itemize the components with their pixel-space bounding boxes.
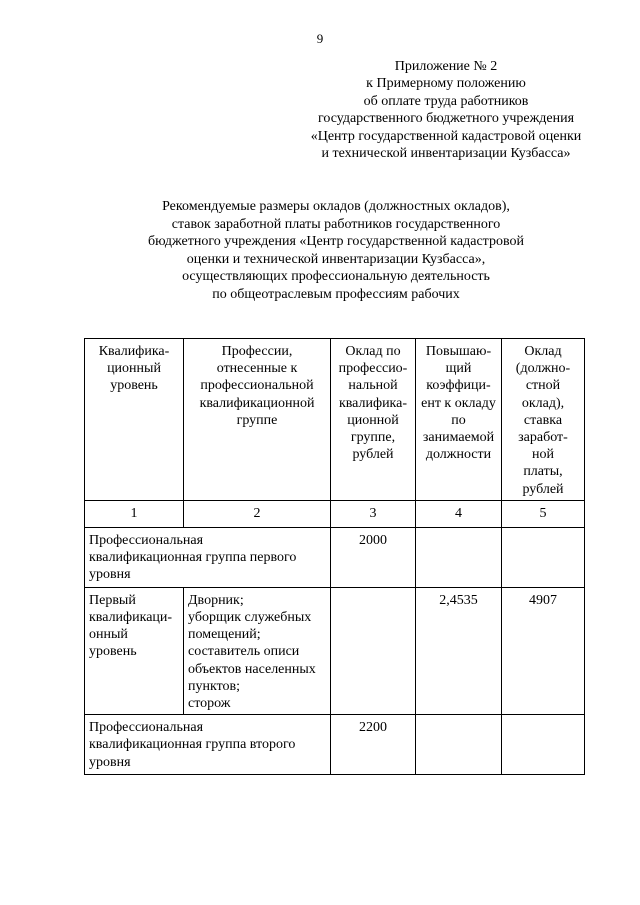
group-1-salary: 2000: [331, 527, 416, 587]
heading-line: бюджетного учреждения «Центр государственной кадастровой: [148, 234, 524, 250]
column-number: 1: [85, 500, 184, 527]
empty-cell: [416, 527, 502, 587]
header-qualification-level: Квалифика- ционный уровень: [85, 339, 184, 501]
table-row-group-1: [85, 527, 585, 587]
table-header-row: [85, 339, 585, 501]
header-coefficient: Повышаю- щий коэффици- ент к окладу по занимаемой должности: [416, 339, 502, 501]
document-heading: [86, 198, 586, 304]
header-professions: Профессии, отнесенные к профессиональной квалификационной группе: [184, 339, 331, 501]
level-1-coefficient: 2,4535: [416, 587, 502, 714]
header-group-salary: Оклад по профессио- нальной квалифика- ционной группе, рублей: [331, 339, 416, 501]
heading-line: оценки и технической инвентаризации Кузбасса»,: [186, 251, 486, 267]
level-1-professions: Дворник; уборщик служебных помещений; составитель описи объектов населенных пунктов; сторож: [184, 587, 331, 714]
column-number-row: [85, 500, 585, 527]
appendix-line: государственного бюджетного учреждения: [317, 111, 575, 127]
appendix-reference: [296, 58, 596, 162]
appendix-line: «Центр государственной кадастровой оценки: [310, 128, 582, 144]
group-1-label: Профессиональная квалификационная группа первого уровня: [85, 527, 331, 587]
table-row-level-1: [85, 587, 585, 714]
appendix-line: и технической инвентаризации Кузбасса»: [321, 146, 571, 162]
heading-line: ставок заработной платы работников государственного: [171, 216, 501, 232]
empty-cell: [502, 527, 585, 587]
salary-table: [84, 338, 585, 775]
heading-line: по общеотраслевым профессиям рабочих: [212, 286, 460, 302]
column-number: 4: [416, 500, 502, 527]
appendix-line: Приложение № 2: [394, 59, 498, 74]
appendix-line: об оплате труда работников: [363, 93, 529, 109]
empty-cell: [416, 715, 502, 775]
level-1-pay: 4907: [502, 587, 585, 714]
heading-line: осуществляющих профессиональную деятельность: [182, 269, 490, 285]
page-number: 9: [316, 31, 324, 46]
column-number: 2: [184, 500, 331, 527]
header-pay-rate: Оклад (должно- стной оклад), ставка заработ- ной платы, рублей: [502, 339, 585, 501]
heading-line: Рекомендуемые размеры окладов (должностных окладов),: [162, 199, 510, 214]
column-number: 3: [331, 500, 416, 527]
table-row-group-2: [85, 715, 585, 775]
level-1-label: Первый квалификаци- онный уровень: [85, 587, 184, 714]
column-number: 5: [502, 500, 585, 527]
group-2-salary: 2200: [331, 715, 416, 775]
group-2-label: Профессиональная квалификационная группа второго уровня: [85, 715, 331, 775]
appendix-line: к Примерному положению: [366, 76, 526, 92]
empty-cell: [502, 715, 585, 775]
empty-cell: [331, 587, 416, 714]
